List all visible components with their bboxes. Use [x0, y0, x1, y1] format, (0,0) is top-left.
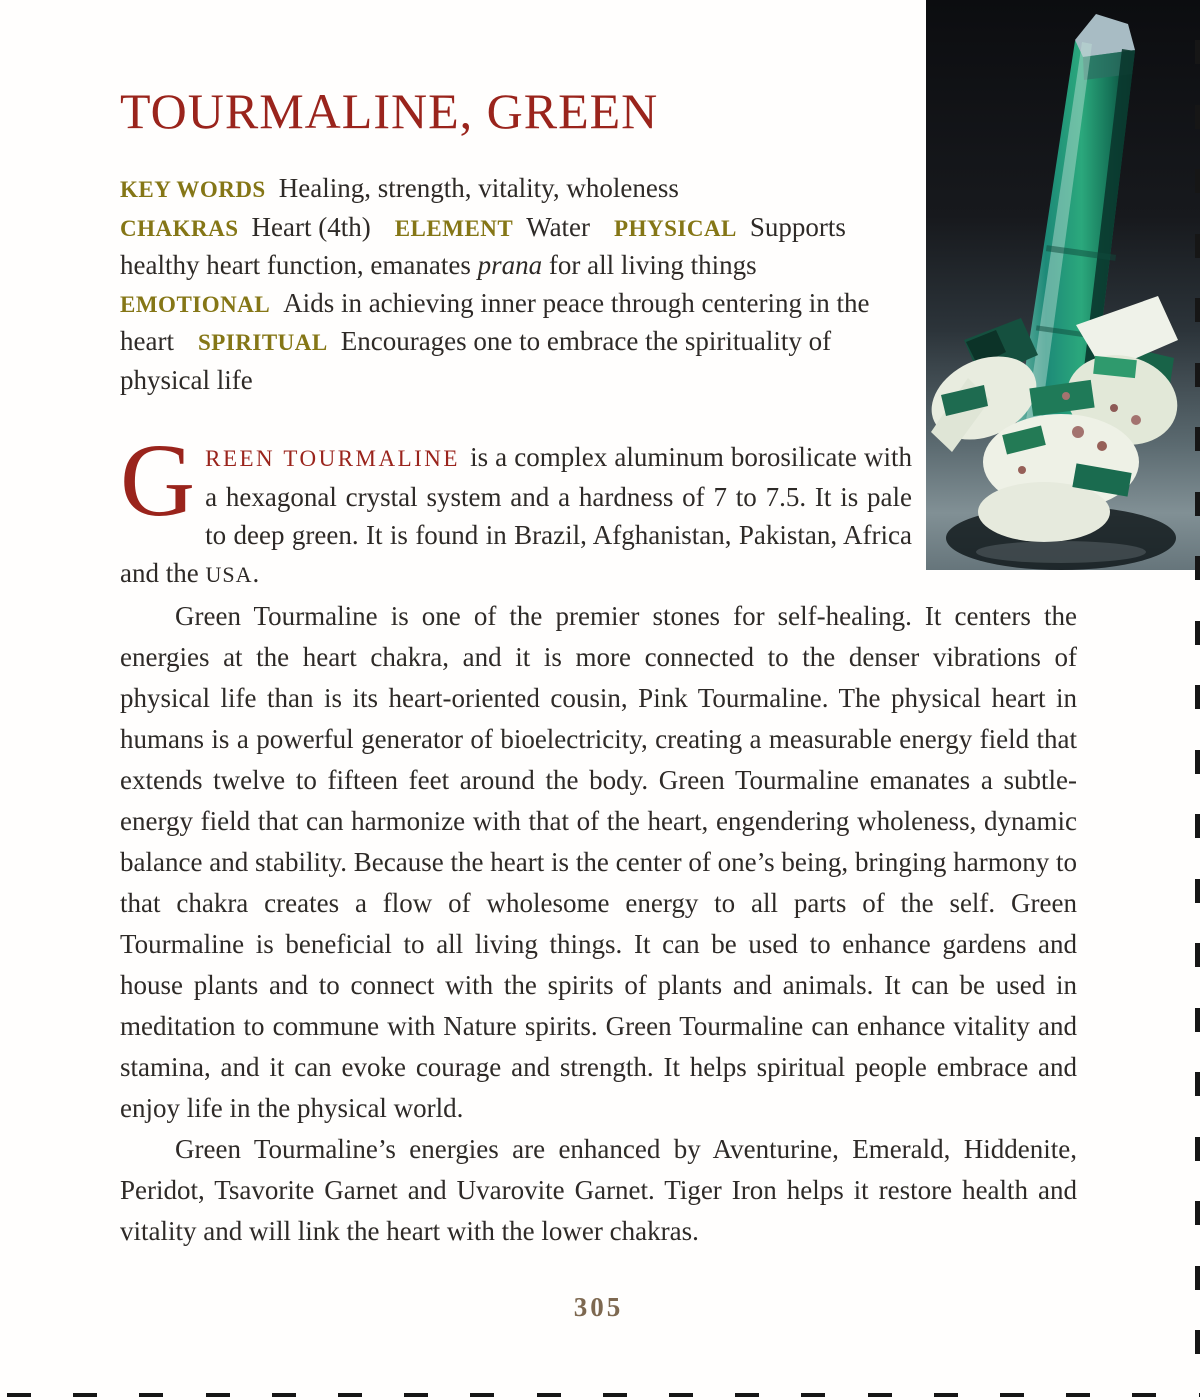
bottom-edge-dash — [537, 1393, 561, 1397]
right-edge-tick — [1195, 1137, 1200, 1161]
bottom-edge-dash — [669, 1393, 693, 1397]
intro-text: is a complex aluminum borosilicate with a hexagonal crystal system and a hardness of 7 to 7.5. It is pale to deep green. It is found in Brazil, Afghanistan, Pakistan, Africa and the USA. — [120, 442, 912, 588]
right-edge-tick — [1195, 621, 1200, 645]
italic-term: prana — [477, 250, 543, 280]
attribute-label: ELEMENT — [394, 215, 514, 241]
right-edge-tick — [1195, 363, 1200, 387]
attribute-label: SPIRITUAL — [197, 330, 328, 355]
bottom-edge-dash — [404, 1393, 428, 1397]
page-title: TOURMALINE, GREEN — [120, 83, 659, 139]
bottom-edge-dash — [603, 1393, 627, 1397]
right-edge-tick — [1195, 40, 1200, 64]
right-edge-tick — [1195, 1008, 1200, 1032]
attributes-block — [120, 170, 915, 399]
drop-cap: G — [120, 423, 196, 538]
attribute-line: CHAKRAS Heart (4th) ELEMENT Water PHYSICAL Supports healthy heart function, emanates prana for all living things — [120, 211, 846, 280]
intro-paragraph — [120, 423, 912, 594]
right-edge-tick — [1195, 1201, 1200, 1225]
right-edge-tick — [1195, 750, 1200, 774]
tourmaline-photo-illustration — [926, 0, 1200, 570]
attribute-label: CHAKRAS — [120, 215, 239, 241]
bottom-edge-dash — [470, 1393, 494, 1397]
right-edge-tick — [1195, 427, 1200, 451]
right-edge-tick — [1195, 814, 1200, 838]
specimen-photo — [926, 0, 1200, 570]
body-paragraph: Green Tourmaline is one of the premier stones for self-healing. It centers the energies at the heart chakra, and it is more connected to the denser vibrations of physical life than is its heart-oriented cousin, Pink Tourmaline. The physical heart in humans is a powerful generator of bioelectricity, creating a measurable energy field that extends twelve to fifteen feet around the body. Green Tourmaline emanates a subtle-energy field that can harmonize with that of the heart, engendering wholeness, dynamic balance and stability. Because the heart is the center of one’s being, bringing harmony to that chakra creates a flow of wholesome energy to all parts of the self. Green Tourmaline is beneficial to all living things. It can be used to enhance gardens and house plants and to connect with the spirits of plants and animals. It can be used in meditation to commune with Nature spirits. Green Tourmaline can enhance vitality and stamina, and it can evoke courage and strength. It helps spiritual people embrace and enjoy life in the physical world. — [120, 601, 1077, 1123]
bottom-edge-dash — [272, 1393, 296, 1397]
bottom-edge-dash — [1132, 1393, 1156, 1397]
body-text — [120, 596, 1077, 1252]
bottom-edge-dash — [735, 1393, 759, 1397]
attribute-line: KEY WORDS Healing, strength, vitality, wholeness — [120, 173, 679, 203]
right-edge-tick — [1195, 234, 1200, 258]
attribute-line: EMOTIONAL Aids in achieving inner peace through centering in the heart SPIRITUAL Encourages one to embrace the spirituality of physical life — [120, 287, 870, 395]
bottom-edge-dash — [338, 1393, 362, 1397]
right-edge-tick — [1195, 1330, 1200, 1354]
bottom-edge-dash — [868, 1393, 892, 1397]
intro-lead-smallcaps: REEN TOURMALINE — [205, 446, 460, 471]
page-number: 305 — [573, 1292, 624, 1322]
right-edge-tick — [1195, 105, 1200, 129]
smallcaps-term: USA — [205, 562, 253, 587]
bottom-edge-dash — [801, 1393, 825, 1397]
right-edge-tick — [1195, 492, 1200, 516]
attribute-label: EMOTIONAL — [120, 291, 271, 317]
right-edge-tick — [1195, 1266, 1200, 1290]
bottom-edge-dash — [1000, 1393, 1024, 1397]
bottom-edge-dash — [206, 1393, 230, 1397]
attribute-label: KEY WORDS — [120, 177, 266, 202]
bottom-edge-dash — [934, 1393, 958, 1397]
bottom-edge-dash — [73, 1393, 97, 1397]
right-edge-tick — [1195, 169, 1200, 193]
attribute-label: PHYSICAL — [614, 215, 737, 241]
right-edge-tick — [1195, 298, 1200, 322]
bottom-edge-dash — [1066, 1393, 1090, 1397]
right-edge-tick — [1195, 879, 1200, 903]
right-edge-tick — [1195, 556, 1200, 580]
right-edge-tick — [1195, 943, 1200, 967]
body-paragraph: Green Tourmaline’s energies are enhanced by Aventurine, Emerald, Hiddenite, Peridot, Tsavorite Garnet and Uvarovite Garnet. Tiger Iron helps it restore health and vitality and will link the heart with the lower chakras. — [120, 1134, 1077, 1246]
bottom-edge-dash — [139, 1393, 163, 1397]
reflection — [976, 541, 1146, 563]
bottom-edge-dash — [7, 1393, 31, 1397]
right-edge-tick — [1195, 685, 1200, 709]
right-edge-tick — [1195, 1072, 1200, 1096]
